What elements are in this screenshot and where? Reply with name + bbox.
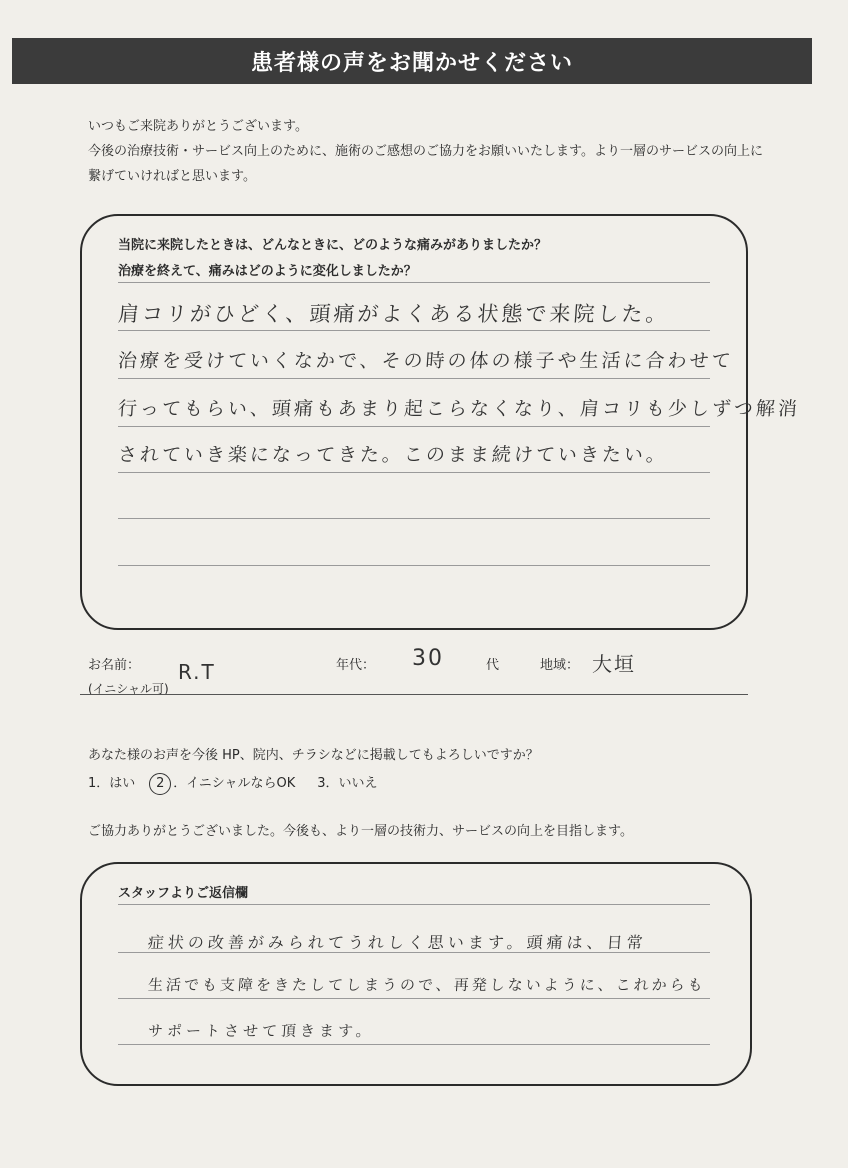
rule-line (118, 282, 710, 283)
rule-line (118, 518, 710, 519)
name-label: お名前： (88, 658, 141, 673)
reply-line: サポートさせて頂きます。 (147, 1022, 376, 1040)
option-initials[interactable] (147, 772, 295, 795)
question-1: 当院に来院したときは、どんなときに、どのような痛みがありましたか？ (118, 238, 548, 253)
consent-options (88, 772, 378, 795)
selected-circle: 2 (149, 773, 171, 795)
answer-line: 治療を受けていくなかで、その時の体の様子や生活に合わせて (117, 350, 735, 372)
option-no[interactable]: 3．いいえ (317, 776, 378, 791)
intro-text (88, 114, 788, 189)
reply-line: 生活でも支障をきたしてしまうので、再発しないように、これからも (147, 976, 707, 994)
rule-line (118, 998, 710, 999)
reply-line: 症状の改善がみられてうれしく思います。頭痛は、日常 (147, 933, 648, 952)
rule-line (118, 330, 710, 331)
rule-line (118, 904, 710, 905)
option-initials-label: ．イニシャルならOK (173, 776, 296, 791)
rule-line (118, 426, 710, 427)
answer-line: されていき楽になってきた。このまま続けていきたい。 (117, 444, 669, 466)
divider (80, 694, 748, 695)
rule-line (118, 472, 710, 473)
intro-line: 繋げていければと思います。 (88, 169, 256, 184)
answer-line: 肩コリがひどく、頭痛がよくある状態で来院した。 (117, 302, 671, 326)
age-value: 30 (412, 646, 444, 671)
intro-line: 今後の治療技術・サービス向上のために、施術のご感想のご協力をお願いいたします。より一層のサービスの向上に (88, 144, 763, 159)
rule-line (118, 378, 710, 379)
region-value: 大垣 (592, 652, 636, 676)
thanks-text: ご協力ありがとうございました。今後も、より一層の技術力、サービスの向上を目指します。 (88, 824, 633, 839)
region-label: 地域： (540, 658, 580, 673)
staff-reply-label: スタッフよりご返信欄 (118, 886, 249, 901)
age-unit: 代 (486, 658, 500, 673)
question-2: 治療を終えて、痛みはどのように変化しましたか？ (118, 264, 417, 279)
rule-line (118, 1044, 710, 1045)
age-label: 年代： (336, 658, 376, 673)
name-value: R.T (178, 660, 216, 684)
rule-line (118, 565, 710, 566)
answer-line: 行ってもらい、頭痛もあまり起こらなくなり、肩コリも少しずつ解消 (117, 398, 801, 420)
option-yes[interactable]: 1．はい (88, 776, 136, 791)
name-sub-label: (イニシャル可) (88, 682, 169, 696)
consent-question: あなた様のお声を今後 HP、院内、チラシなどに掲載してもよろしいですか？ (88, 748, 539, 763)
intro-line: いつもご来院ありがとうございます。 (88, 119, 308, 134)
page-title: 患者様の声をお聞かせください (12, 38, 812, 84)
